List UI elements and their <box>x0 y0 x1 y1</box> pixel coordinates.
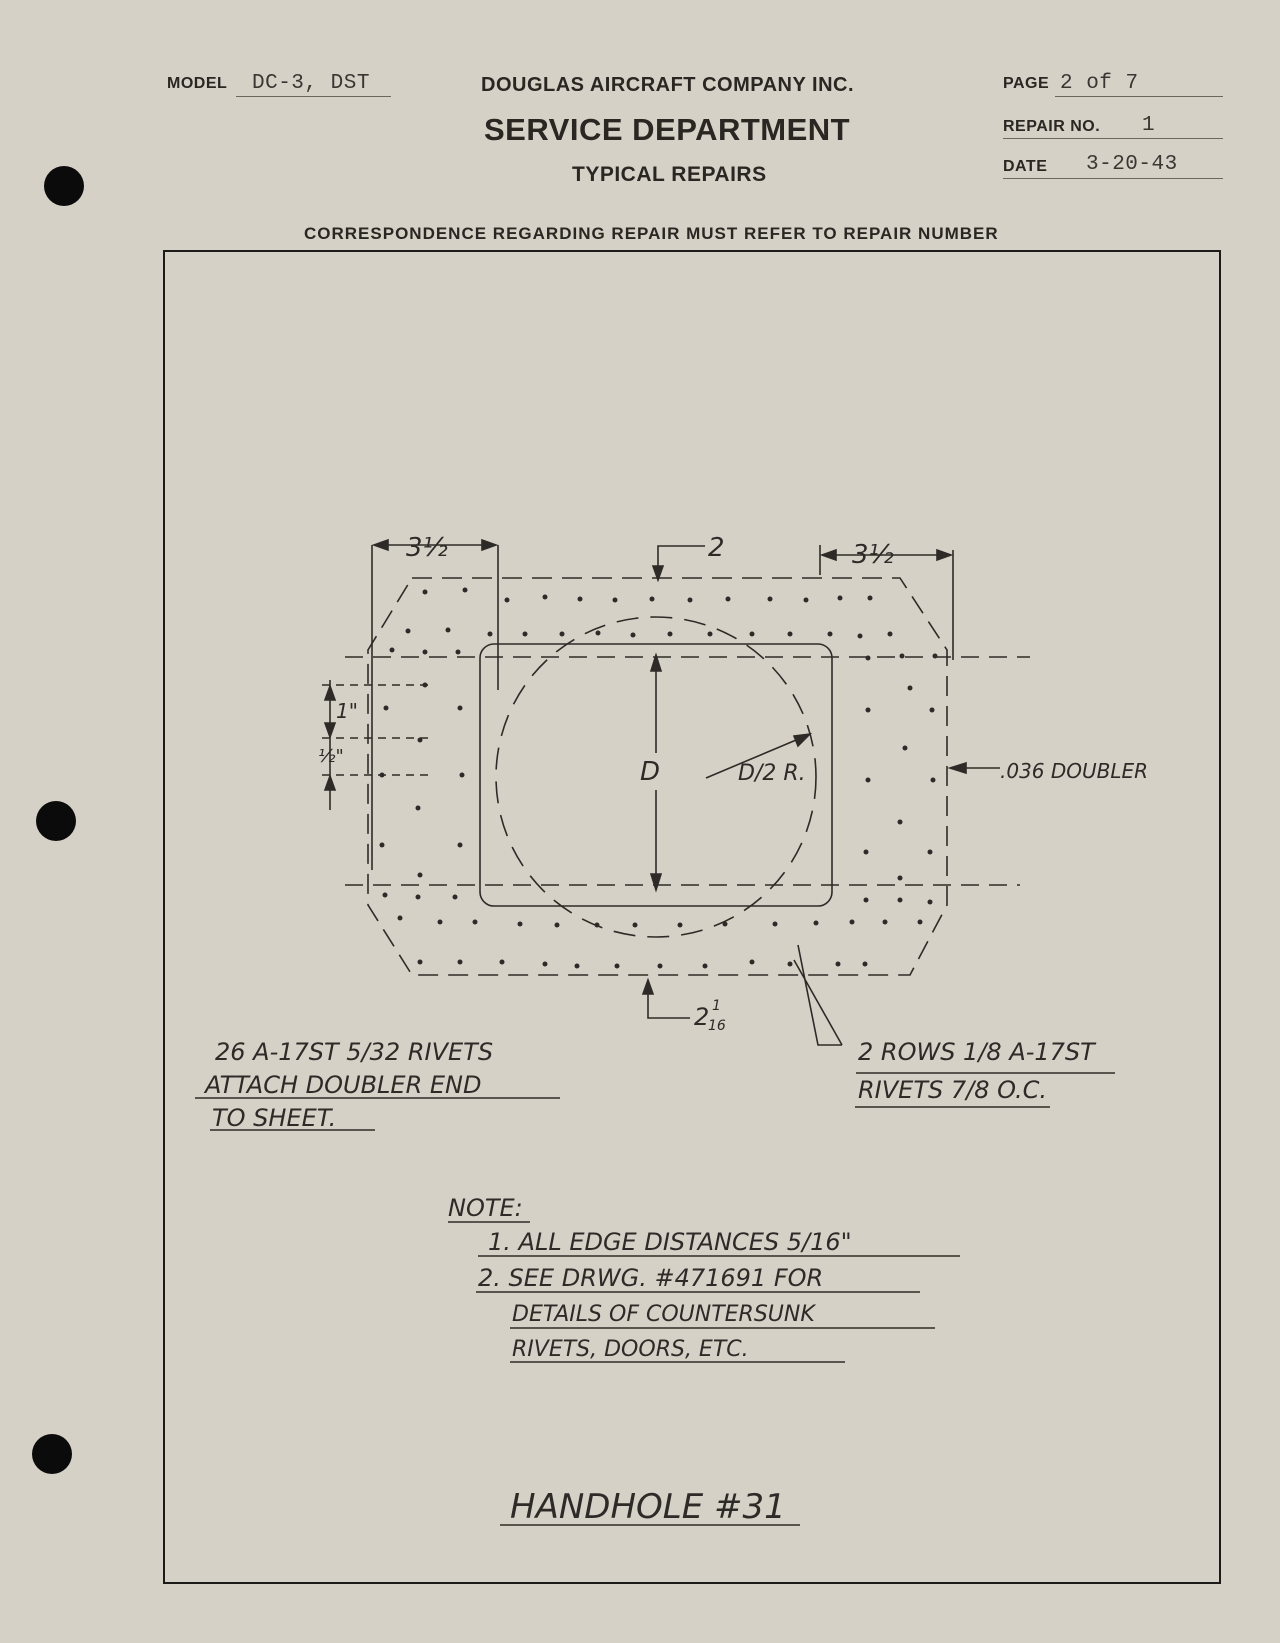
label-doubler: .036 DOUBLER <box>1000 759 1149 783</box>
dim-bottom-whole: 2 <box>694 1003 710 1031</box>
note-line-1: 1. ALL EDGE DISTANCES 5/16" <box>488 1228 852 1256</box>
callout-left-line-3: TO SHEET. <box>212 1104 337 1132</box>
dim-right-text: 3½ <box>852 540 894 570</box>
note-line-4: RIVETS, DOORS, ETC. <box>512 1337 749 1362</box>
model-value: DC-3, DST <box>252 72 370 95</box>
dim-bottom-den: 16 <box>708 1018 726 1034</box>
subtitle: TYPICAL REPAIRS <box>572 163 767 186</box>
date-value: 3-20-43 <box>1086 153 1178 176</box>
label-radius: D/2 R. <box>738 761 806 786</box>
callout-left-line-1: 26 A-17ST 5/32 RIVETS <box>215 1038 494 1066</box>
page-value: 2 of 7 <box>1060 72 1139 95</box>
title-block-text: HANDHOLE #31 <box>510 1487 786 1527</box>
label-d: D <box>640 757 661 787</box>
repair-number-value: 1 <box>1142 114 1156 137</box>
callout-left-line-2: ATTACH DOUBLER END <box>205 1071 482 1099</box>
dim-left-text: 3½ <box>406 533 448 563</box>
note-heading: NOTE: <box>448 1194 523 1222</box>
model-label: MODEL <box>167 75 228 92</box>
dim-pitch-half-text: ½" <box>318 746 344 767</box>
date-label: DATE <box>1003 158 1048 175</box>
note-line-2: 2. SEE DRWG. #471691 FOR <box>478 1264 824 1292</box>
company-name: DOUGLAS AIRCRAFT COMPANY INC. <box>481 74 855 96</box>
dim-bottom-num: 1 <box>712 998 721 1014</box>
dim-top-text: 2 <box>708 533 725 563</box>
note-line-3: DETAILS OF COUNTERSUNK <box>512 1302 815 1327</box>
callout-right-line-2: RIVETS 7/8 O.C. <box>858 1076 1048 1104</box>
department-title: SERVICE DEPARTMENT <box>484 112 851 147</box>
correspondence-notice: CORRESPONDENCE REGARDING REPAIR MUST REFER TO REPAIR NUMBER <box>304 224 999 243</box>
repair-number-label: REPAIR NO. <box>1003 118 1101 135</box>
dim-pitch-one-text: 1" <box>336 699 358 723</box>
page-label: PAGE <box>1003 75 1050 92</box>
callout-right-line-1: 2 ROWS 1/8 A-17ST <box>858 1038 1095 1066</box>
